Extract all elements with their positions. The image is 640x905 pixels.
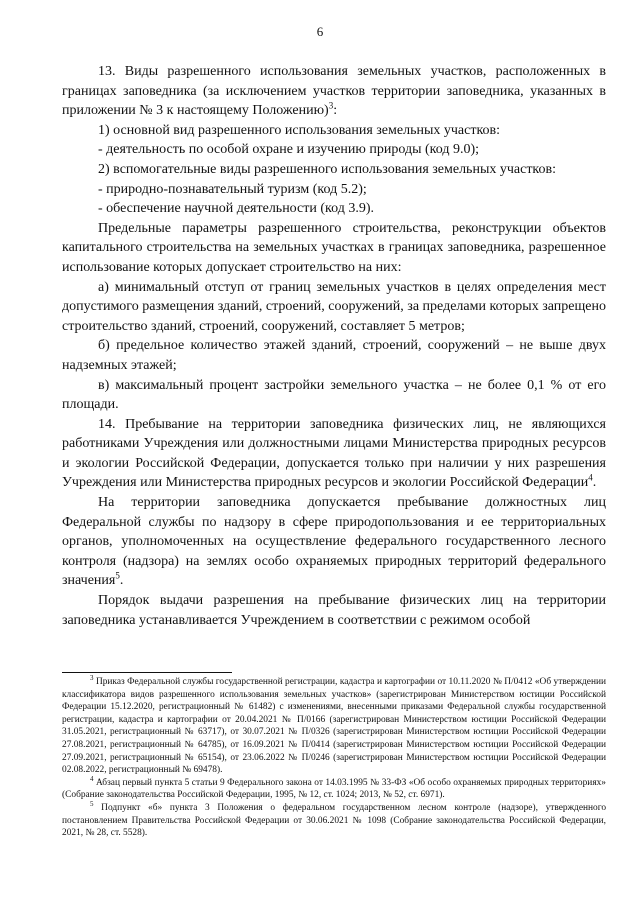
paragraph-main-use: 1) основной вид разрешенного использования земельных участков: xyxy=(98,122,501,138)
list-item: - природно-познавательный туризм (код 5.2); xyxy=(98,181,367,197)
footnotes xyxy=(62,673,607,840)
footnote-ref-3: 3 xyxy=(328,100,334,111)
paragraph-officials: На территории заповедника допускается пребывание должностных лиц Федеральной службы по надзору в сфере природопользования и ее территориальных органов, уполномоченных на осуществление федерального государственного лесного контроля (надзора) на землях особо охраняемых природных территорий федерального значения$^5$. xyxy=(62,495,606,589)
footnote-5: $^5$ Подпункт «б» пункта 3 Положения о федеральном государственном лесном контроле (надзоре), утвержденного постановлением Правительства Российской Федерации от 30.06.2021 № 1098 (Собрание законодательства Российской Федерации, 2021, № 28, ст. 5528). xyxy=(62,799,607,839)
footnote-4: $^4$ Абзац первый пункта 5 статьи 9 Федерального закона от 14.03.1995 № 33-ФЗ «Об особо охраняемых природных территориях» (Собрание законодательства Российской Федерации, 1995, № 12, ст. 1024; 2013, № 52, ст. 6971). xyxy=(62,774,606,801)
paragraph-14-visitors: 14. Пребывание на территории заповедника физических лиц, не являющихся работниками Учреждения или должностными лицами Министерства природных ресурсов и экологии Российской Федерации, допускается только при наличии у них разрешения Учреждения или Министерства природных ресурсов и экологии Российской Федерации$^4$. xyxy=(62,416,606,491)
footnote-ref-4: 4 xyxy=(588,472,593,483)
page-number: 6 xyxy=(316,24,324,39)
paragraph-auxiliary-use: 2) вспомогательные виды разрешенного использования земельных участков: xyxy=(98,161,557,177)
paragraph-construction-limits: Предельные параметры разрешенного строительства, реконструкции объектов капитального строительства на земельных участках в границах заповедника, разрешенное использование которых допускает строительство на них: xyxy=(62,220,606,275)
paragraph-item-b: б) предельное количество этажей зданий, строений, сооружений – не выше двух надземных этажей; xyxy=(62,338,606,373)
footnote-separator xyxy=(62,672,232,673)
body-text xyxy=(62,62,606,630)
list-item: - деятельность по особой охране и изучению природы (код 9.0); xyxy=(98,142,479,158)
paragraph-item-v: в) максимальный процент застройки земельного участка – не более 0,1 % от его площади. xyxy=(62,377,606,413)
paragraph-permit-procedure: Порядок выдачи разрешения на пребывание физических лиц на территории заповедника устанавливается Учреждением в соответствии с режимом особой xyxy=(62,593,606,628)
list-item: - обеспечение научной деятельности (код 3.9). xyxy=(98,201,374,217)
paragraph-item-a: а) минимальный отступ от границ земельных участков в целях определения мест допустимого размещения зданий, строений, сооружений, за пределами которых запрещено строительство зданий, строений, сооружений, составляет 5 метров; xyxy=(62,279,606,334)
footnote-ref-5: 5 xyxy=(115,570,120,581)
paragraph-13-types-of-use: 13. Виды разрешенного использования земельных участков, расположенных в границах заповедника (за исключением участков территории заповедника, указанных в приложении № 3 к настоящему Положению)$^3$: xyxy=(62,64,606,119)
footnote-3: $^3$ Приказ Федеральной службы государственной регистрации, кадастра и картографии от 10.11.2020 № П/0412 «Об утверждении классификатора видов разрешенного использования земельных участков» (зарегистрирован Министерством юстиции Российской Федерации 15.12.2020, регистрационный № 61482) с изменениями, внесенными приказами Федеральной службы государственной регистрации, кадастра и картографии от 20.04.2021 № П/0166 (зарегистрирован Министерством юстиции Российской Федерации 31.05.2021, регистрационный № 63717), от 30.07.2021 № П/0326 (зарегистрирован Министерством юстиции Российской Федерации 27.08.2021, регистрационный № 64785), от 16.09.2021 № П/0414 (зарегистрирован Министерством юстиции Российской Федерации 27.09.2021, регистрационный № 65154), от 23.06.2022 № П/0246 (зарегистрирован Министерством юстиции Российской Федерации 02.08.2022, регистрационный № 69478). xyxy=(62,673,606,776)
